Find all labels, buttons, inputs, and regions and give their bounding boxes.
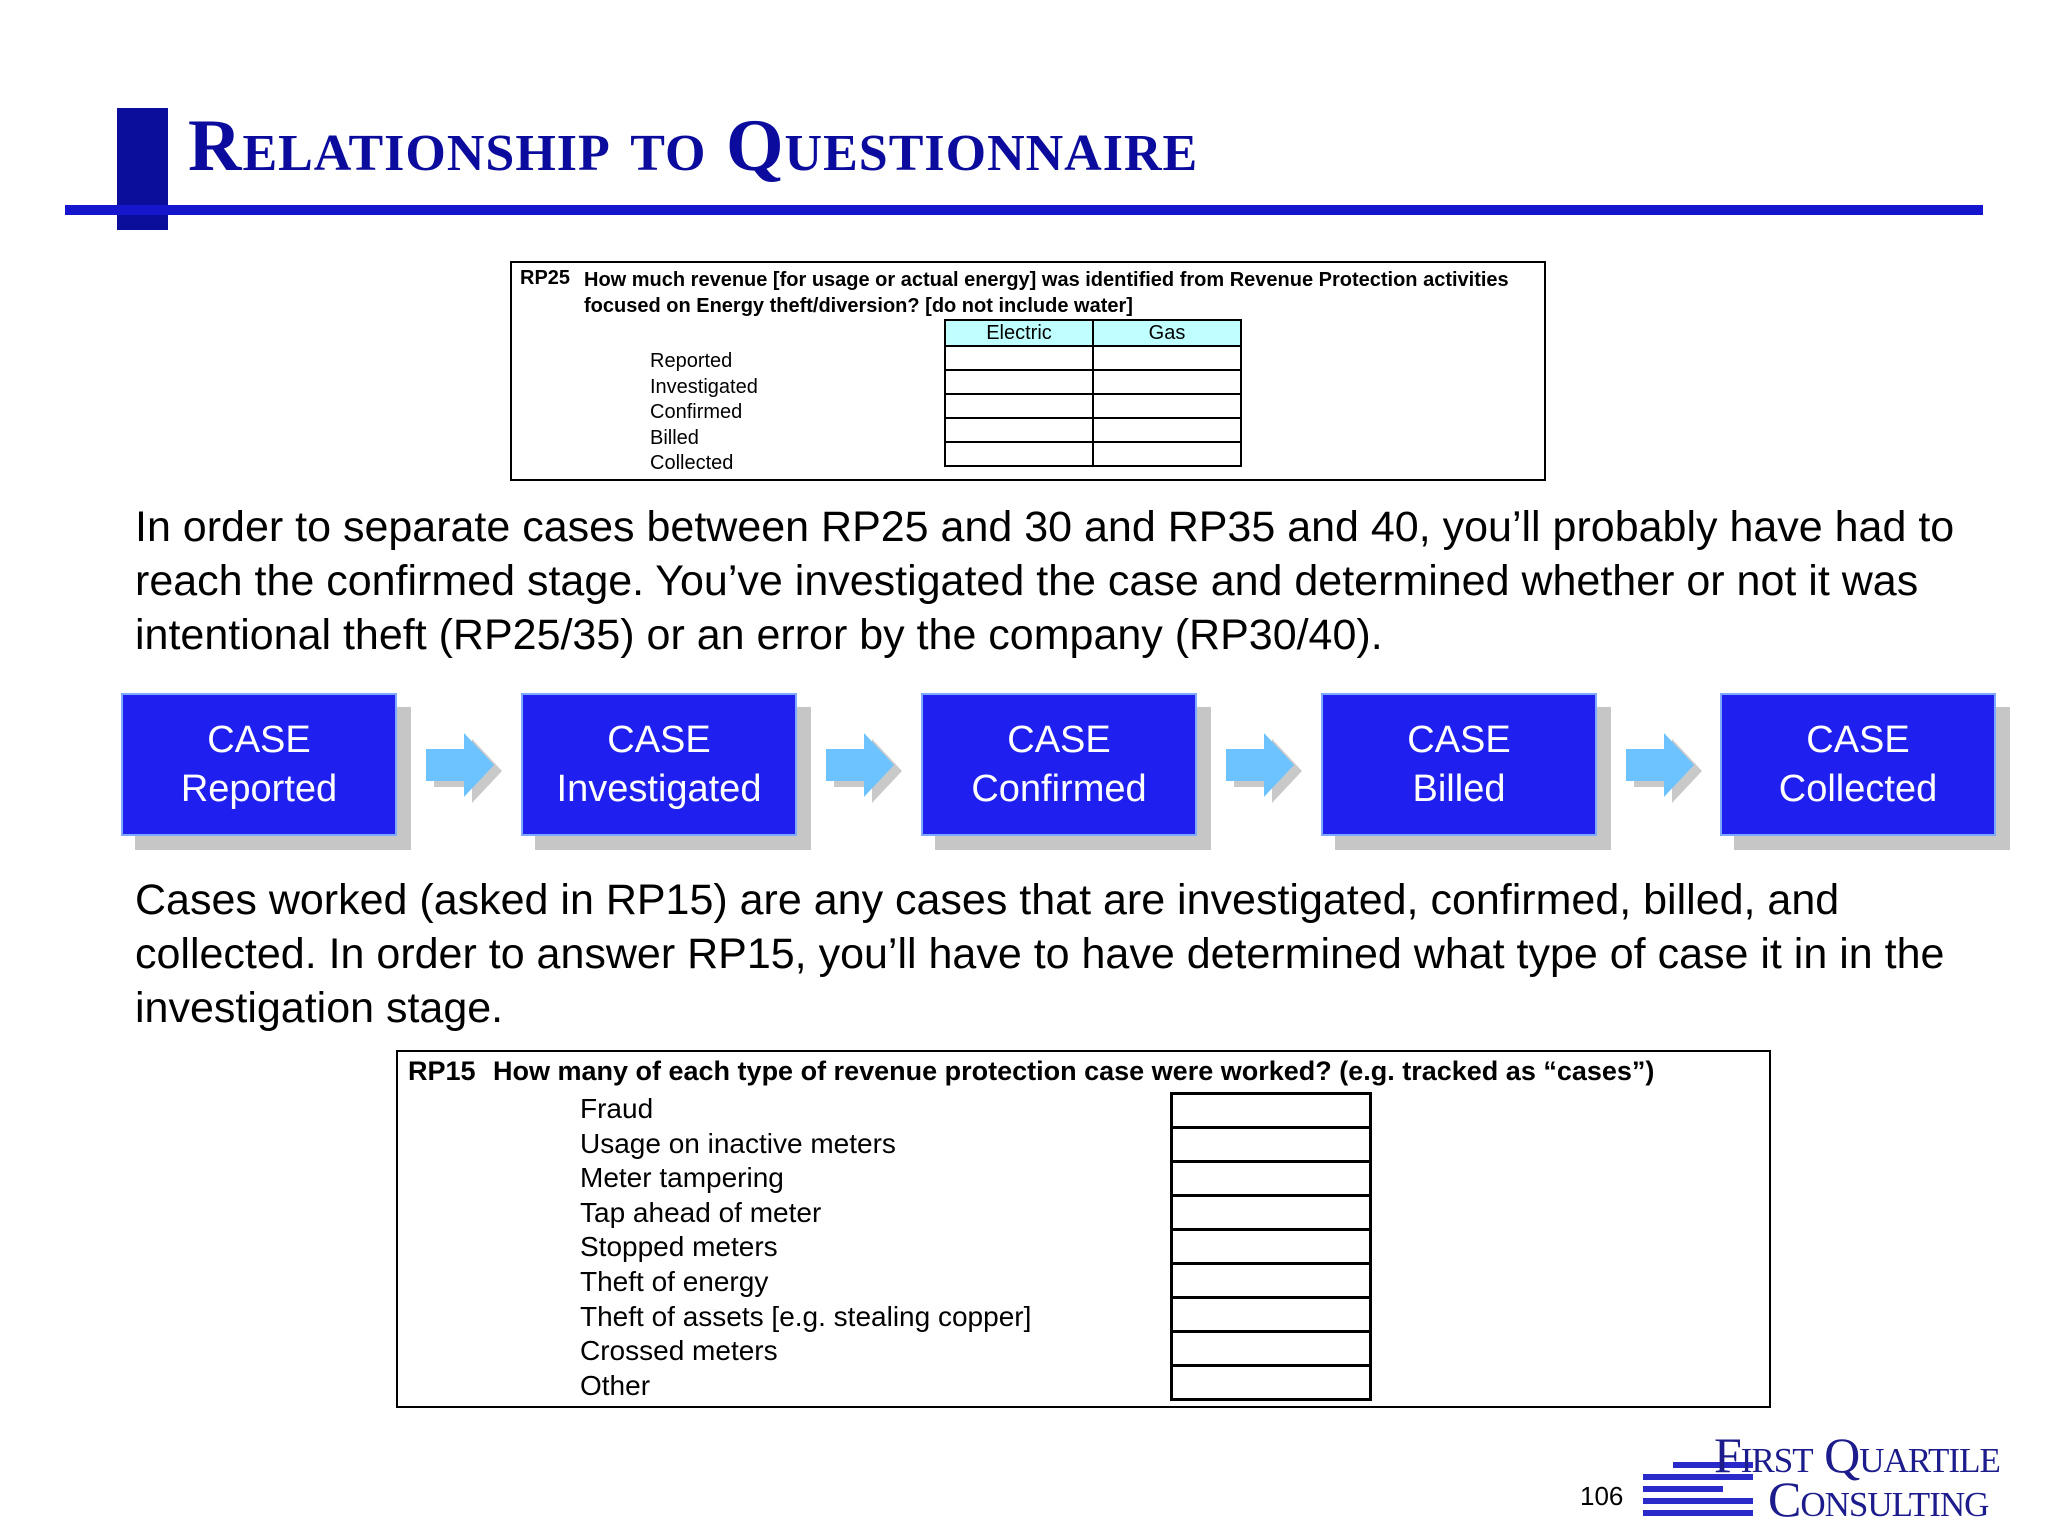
case-stage-line2: Reported [180, 767, 338, 810]
rp15-row-label: Theft of energy [580, 1265, 769, 1297]
rp25-question-text: How much revenue [for usage or actual energy] was identified from Revenue Protection activities focused on Energy theft/diversion? [do not include water] [584, 269, 1509, 317]
page-number: 106 [1580, 1481, 1624, 1511]
rp15-row-label: Usage on inactive meters [580, 1127, 896, 1159]
rp25-row-label: Billed [650, 426, 699, 449]
case-stage-investigated [521, 693, 797, 836]
answer-cell[interactable] [1093, 442, 1241, 466]
answer-cell[interactable] [945, 442, 1093, 466]
rp15-question-text: How many of each type of revenue protection case were worked? (e.g. tracked as “cases”) [493, 1056, 1655, 1086]
case-stage-collected [1720, 693, 1996, 836]
rp25-row-labels [650, 349, 758, 477]
answer-cell[interactable] [1093, 394, 1241, 418]
answer-cell[interactable] [945, 394, 1093, 418]
rp15-answer-grid [1170, 1092, 1372, 1401]
rp25-column-header: Gas [1093, 320, 1241, 346]
case-stage-line2: Collected [1778, 767, 1938, 810]
case-stage-line1: CASE [207, 718, 311, 761]
case-stage-billed [1321, 693, 1597, 836]
answer-cell[interactable] [945, 346, 1093, 370]
rp15-row-label: Crossed meters [580, 1335, 778, 1367]
case-stage-line1: CASE [1007, 718, 1111, 761]
answer-cell[interactable] [1172, 1230, 1371, 1264]
answer-cell[interactable] [1093, 418, 1241, 442]
rp25-question-box [510, 261, 1546, 481]
right-arrow-icon [422, 731, 510, 803]
case-stage-line1: CASE [1806, 718, 1910, 761]
rp25-answer-grid [944, 319, 1242, 467]
case-stage-line1: CASE [1407, 718, 1511, 761]
page-title: Relationship to Questionnaire [188, 105, 1199, 187]
explanation-paragraph-2: Cases worked (asked in RP15) are any cases that are investigated, confirmed, billed, and collected. In order to answer RP15, you’ll have to have determined what type of case it in in the investigation stage. [135, 876, 1945, 1032]
case-stage-line2: Investigated [556, 767, 762, 810]
answer-cell[interactable] [945, 418, 1093, 442]
right-arrow-icon [1622, 731, 1710, 803]
rp15-question-box [396, 1050, 1771, 1408]
answer-cell[interactable] [1172, 1366, 1371, 1400]
answer-cell[interactable] [1093, 346, 1241, 370]
answer-cell[interactable] [1172, 1094, 1371, 1128]
rp15-row-label: Stopped meters [580, 1231, 778, 1263]
answer-cell[interactable] [1172, 1332, 1371, 1366]
rp25-row-label: Confirmed [650, 401, 743, 423]
rp15-row-label: Tap ahead of meter [580, 1196, 822, 1228]
answer-cell[interactable] [1172, 1128, 1371, 1162]
rp15-row-labels [580, 1092, 1031, 1403]
rp15-number: RP15 [408, 1056, 476, 1086]
rp25-row-label: Collected [650, 452, 734, 474]
answer-cell[interactable] [1172, 1298, 1371, 1332]
logo-wordmark-line2: Consulting [1768, 1471, 1989, 1527]
title-underline-rule [65, 205, 1983, 215]
answer-cell[interactable] [945, 370, 1093, 394]
answer-cell[interactable] [1172, 1264, 1371, 1298]
right-arrow-icon [822, 731, 910, 803]
answer-cell[interactable] [1172, 1196, 1371, 1230]
explanation-paragraph-1: In order to separate cases between RP25 and 30 and RP35 and 40, you’ll probably have had to reach the confirmed stage. You’ve investigated the case and determined whether or not it was intentional theft (RP25/35) or an error by the company (RP30/40). [135, 503, 1955, 659]
rp25-number: RP25 [520, 267, 571, 289]
rp25-row-label: Investigated [650, 375, 758, 398]
answer-cell[interactable] [1172, 1162, 1371, 1196]
rp25-column-header: Electric [945, 320, 1093, 346]
rp15-row-label: Other [580, 1369, 651, 1401]
rp15-row-label: Fraud [580, 1093, 654, 1124]
logo-wordmark-line1: First Quartile [1714, 1427, 2000, 1483]
answer-cell[interactable] [1093, 370, 1241, 394]
case-stage-reported [121, 693, 397, 836]
case-stage-confirmed [921, 693, 1197, 836]
right-arrow-icon [1222, 731, 1310, 803]
case-stage-line2: Billed [1412, 767, 1506, 810]
rp15-row-label: Theft of assets [e.g. stealing copper] [580, 1300, 1032, 1332]
case-stage-line2: Confirmed [971, 767, 1147, 810]
rp15-row-label: Meter tampering [580, 1162, 784, 1194]
case-stage-line1: CASE [607, 718, 711, 761]
rp25-row-label: Reported [650, 350, 733, 372]
